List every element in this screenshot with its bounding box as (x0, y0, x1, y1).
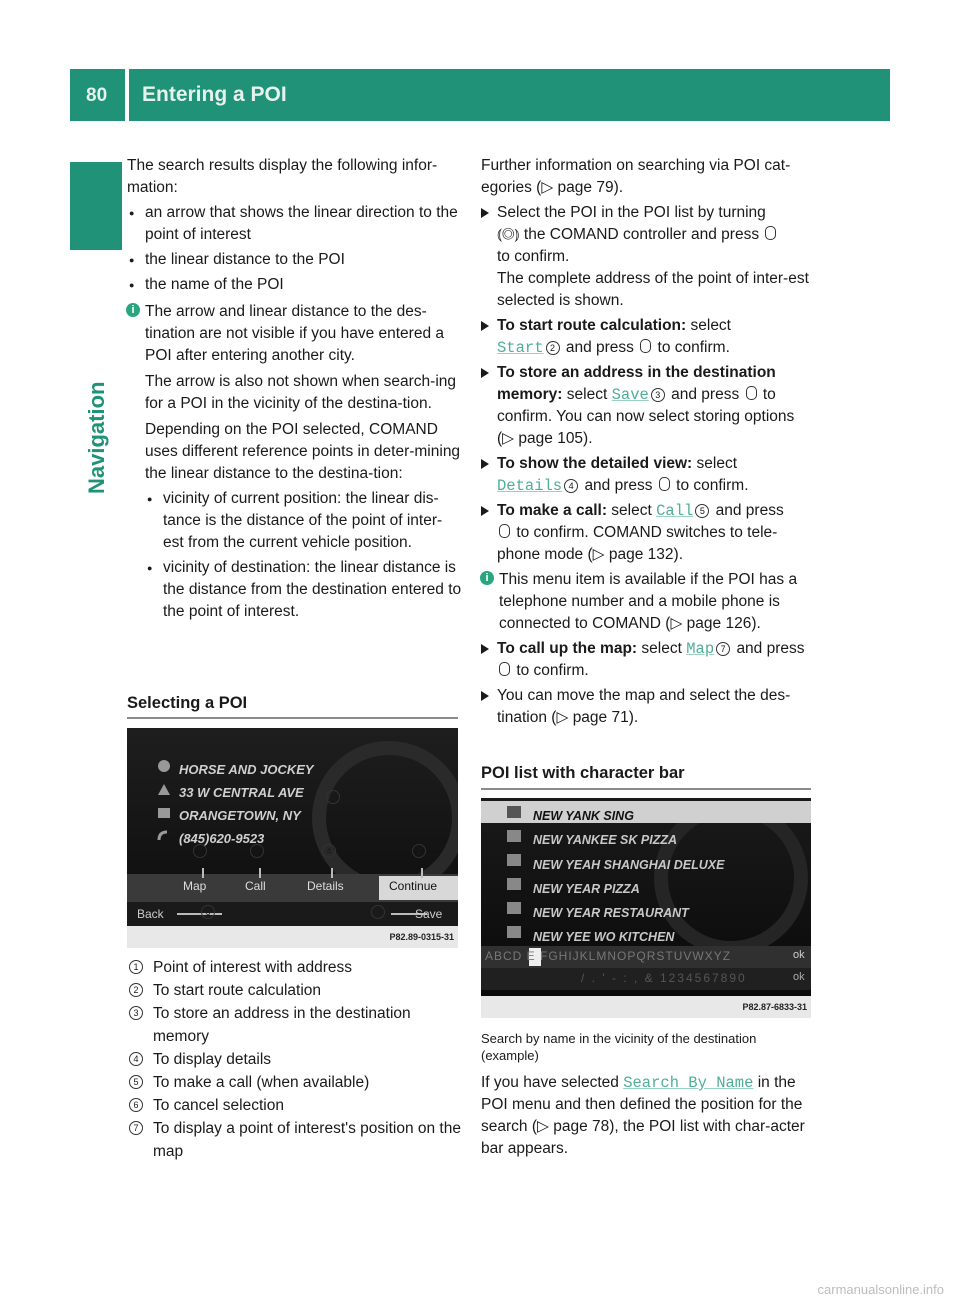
screenshot-poi-list (481, 798, 811, 1018)
press-icon (499, 662, 510, 676)
ok-button[interactable]: ok (793, 971, 805, 983)
menu-map[interactable]: Map (183, 879, 207, 893)
legend-item: 2 To start route calculation (127, 979, 462, 1002)
list-item: ● vicinity of destination: the linear distance is the distance from the destination entered to the point of interest. (145, 557, 462, 623)
info-icon: i (126, 303, 140, 317)
callout-legend (127, 956, 462, 1163)
left-column (127, 155, 462, 623)
legend-item: 3 To store an address in the destination memory (127, 1002, 462, 1048)
controller-turn-icon: ⦅◎⦆ (497, 226, 520, 243)
callout-2: 2 (412, 844, 426, 858)
press-icon (765, 226, 776, 240)
list-item[interactable]: NEW YANK SING (533, 809, 634, 823)
image-code: P82.89-0315-31 (389, 932, 454, 942)
callout-3: 3 (371, 905, 385, 919)
poi-street: 33 W CENTRAL AVE (179, 785, 304, 800)
figure-caption: Search by name in the vicinity of the destination (example) (481, 1031, 757, 1063)
menu-call[interactable]: Call (245, 879, 266, 893)
legend-item: 7 To display a point of interest's position on the map (127, 1117, 462, 1163)
poi-phone: (845)620-9523 (179, 831, 265, 846)
step-store-address: To store an address in the destination memory: select Save 3 and press to confirm. You can now select storing options (▷ page 105). (481, 362, 813, 450)
poi-city: ORANGETOWN, NY (179, 808, 301, 823)
page-number: 80 (86, 85, 108, 106)
callout-5: 5 (250, 844, 264, 858)
press-icon (499, 524, 510, 538)
list-item[interactable]: NEW YEAR PIZZA (533, 881, 640, 896)
save-button[interactable]: Save (415, 907, 443, 921)
info-text: The arrow is also not shown when search-ing for a POI in the vicinity of the destina-tion. (145, 373, 457, 412)
poi-name: HORSE AND JOCKEY (179, 762, 314, 777)
list-item[interactable]: NEW YEE WO KITCHEN (533, 930, 675, 945)
legend-item: 4 To display details (127, 1048, 462, 1071)
watermark: carmanualsonline.info (817, 1282, 944, 1297)
divider (481, 788, 811, 790)
image-code: P82.87-6833-31 (742, 1002, 807, 1012)
press-icon (746, 386, 757, 400)
menu-continue[interactable]: Continue (389, 879, 438, 893)
list-item[interactable]: NEW YANKEE SK PIZZA (533, 833, 677, 848)
section-tab (70, 162, 122, 250)
paragraph: Further information on searching via POI cat-egories (▷ page 79). (481, 157, 791, 196)
callout-7: 7 (193, 844, 207, 858)
step-detailed-view: To show the detailed view: select Details 4 and press to confirm. (481, 453, 813, 497)
info-icon: i (480, 571, 494, 585)
intro-text: The search results display the following infor-mation: (127, 157, 438, 196)
step-select-poi: Select the POI in the POI list by turning ⦅◎⦆ the COMAND controller and press to confirm. The complete address of the point of inter-est selected is shown. (481, 202, 813, 312)
section-heading: POI list with character bar (481, 764, 685, 782)
character-bar-symbols[interactable]: / . ' - : , & 1234567890 (581, 971, 747, 985)
header-divider (125, 69, 129, 121)
menu-details[interactable]: Details (307, 879, 344, 893)
list-item[interactable]: NEW YEAR RESTAURANT (533, 906, 689, 921)
step-make-call: To make a call: select Call 5 and press to confirm. COMAND switches to tele-phone mode (▷ page 132). (481, 500, 813, 566)
list-item: ● the linear distance to the POI (127, 249, 462, 271)
paragraph: If you have selected Search By Name in the POI menu and then defined the position for the search (▷ page 78), the POI list with char-acter bar appears. (481, 1074, 805, 1157)
divider (127, 717, 458, 719)
legend-item: 1 Point of interest with address (127, 956, 462, 979)
section-heading: Selecting a POI (127, 694, 248, 712)
right-column (481, 155, 813, 729)
legend-item: 5 To make a call (when available) (127, 1071, 462, 1094)
info-text: Depending on the POI selected, COMAND uses different reference points in deter-mining the linear distance to the destina-tion: (145, 421, 461, 482)
character-bar[interactable]: ABCD E FGHIJKLMNOPQRSTUVWXYZ (485, 949, 732, 963)
info-note: i The arrow and linear distance to the des-tination are not visible if you have entered a POI after entering another city. (127, 301, 462, 367)
list-item: ● an arrow that shows the linear direction to the point of interest (127, 202, 462, 246)
section-label: Navigation (84, 381, 109, 494)
info-note: i This menu item is available if the POI has a telephone number and a mobile phone is connected to COMAND (▷ page 126). (481, 569, 813, 635)
legend-item: 6 To cancel selection (127, 1094, 462, 1117)
list-item: ● vicinity of current position: the linear dis-tance is the distance of the point of inter-est from the current vehicle position. (145, 488, 462, 554)
screenshot-poi-detail (127, 728, 458, 948)
list-item: ● the name of the POI (127, 274, 462, 296)
page-header (70, 69, 890, 121)
press-icon (640, 339, 651, 353)
callout-6: 6 (201, 905, 215, 919)
press-icon (659, 477, 670, 491)
callout-1: 1 (326, 790, 340, 804)
callout-4: 4 (322, 844, 336, 858)
back-button[interactable]: Back (137, 907, 164, 921)
step-start-route: To start route calculation: select Start 2 and press to confirm. (481, 315, 813, 359)
page-title: Entering a POI (142, 83, 287, 106)
step-call-map: To call up the map: select Map 7 and press to confirm. (481, 638, 813, 682)
right-column-bottom (481, 1072, 813, 1160)
list-item[interactable]: NEW YEAH SHANGHAI DELUXE (533, 857, 725, 872)
ok-button[interactable]: ok (793, 949, 805, 961)
step-move-map: You can move the map and select the des-tination (▷ page 71). (481, 685, 813, 729)
